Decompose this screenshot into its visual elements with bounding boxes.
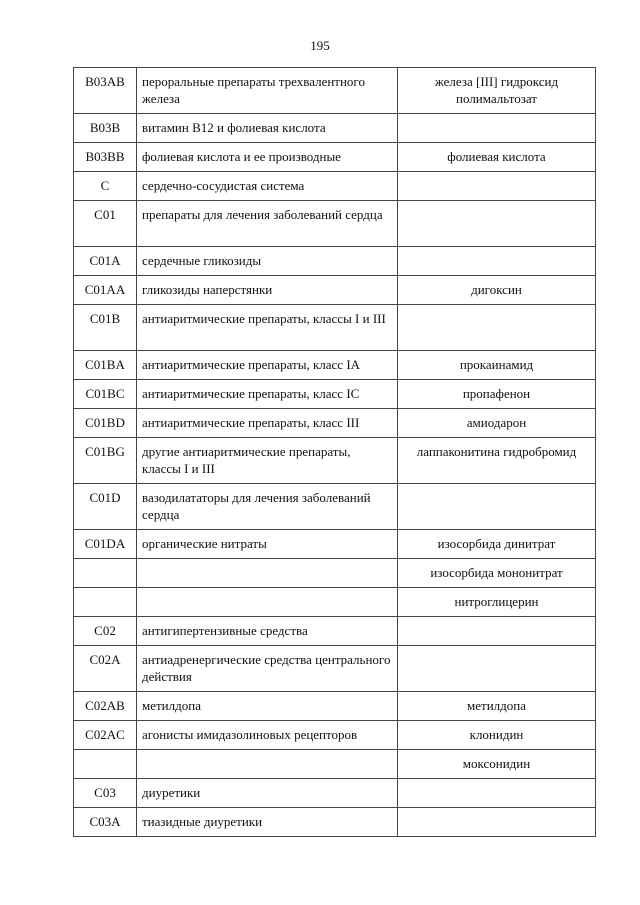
drug-name-cell (398, 808, 596, 837)
atc-code-cell: C01B (74, 305, 137, 351)
table-row (74, 276, 596, 305)
atc-group-name-cell: пероральные препараты трехвалентного железа (137, 68, 398, 114)
atc-code-cell: C (74, 172, 137, 201)
atc-group-name-cell: сердечно-сосудистая система (137, 172, 398, 201)
drug-name-cell (398, 779, 596, 808)
table-row (74, 484, 596, 530)
table-row (74, 779, 596, 808)
table-row (74, 721, 596, 750)
table-row (74, 172, 596, 201)
atc-group-name-cell: фолиевая кислота и ее производные (137, 143, 398, 172)
atc-code-cell: B03BB (74, 143, 137, 172)
table-row (74, 750, 596, 779)
atc-group-name-cell: витамин B12 и фолиевая кислота (137, 114, 398, 143)
drug-name-cell: фолиевая кислота (398, 143, 596, 172)
atc-group-name-cell: другие антиаритмические препараты, классы I и III (137, 438, 398, 484)
table-row (74, 201, 596, 247)
atc-code-cell: C02AB (74, 692, 137, 721)
drug-name-cell (398, 247, 596, 276)
atc-code-cell (74, 588, 137, 617)
drug-name-cell: изосорбида динитрат (398, 530, 596, 559)
atc-drug-table (73, 67, 596, 837)
atc-group-name-cell: агонисты имидазолиновых рецепторов (137, 721, 398, 750)
atc-code-cell: C01D (74, 484, 137, 530)
drug-name-cell: амиодарон (398, 409, 596, 438)
drug-name-cell (398, 201, 596, 247)
table-row (74, 351, 596, 380)
drug-name-cell: прокаинамид (398, 351, 596, 380)
atc-group-name-cell: тиазидные диуретики (137, 808, 398, 837)
atc-code-cell: C01AA (74, 276, 137, 305)
atc-code-cell: B03AB (74, 68, 137, 114)
atc-code-cell: C01 (74, 201, 137, 247)
drug-name-cell: дигоксин (398, 276, 596, 305)
atc-group-name-cell: антиадренергические средства центрального действия (137, 646, 398, 692)
atc-group-name-cell: вазодилататоры для лечения заболеваний сердца (137, 484, 398, 530)
drug-name-cell: пропафенон (398, 380, 596, 409)
atc-group-name-cell: метилдопа (137, 692, 398, 721)
atc-code-cell: B03B (74, 114, 137, 143)
atc-code-cell: C01BC (74, 380, 137, 409)
atc-group-name-cell: антиаритмические препараты, классы I и III (137, 305, 398, 351)
atc-group-name-cell (137, 559, 398, 588)
atc-code-cell: C03 (74, 779, 137, 808)
table-row (74, 380, 596, 409)
table-row (74, 305, 596, 351)
drug-name-cell (398, 484, 596, 530)
atc-code-cell: C03A (74, 808, 137, 837)
drug-name-cell: клонидин (398, 721, 596, 750)
drug-name-cell (398, 617, 596, 646)
drug-name-cell (398, 114, 596, 143)
table-row (74, 247, 596, 276)
atc-group-name-cell: гликозиды наперстянки (137, 276, 398, 305)
table-row (74, 114, 596, 143)
drug-name-cell: метилдопа (398, 692, 596, 721)
atc-code-cell: C01BA (74, 351, 137, 380)
atc-group-name-cell: антиаритмические препараты, класс IC (137, 380, 398, 409)
atc-code-cell: C01BG (74, 438, 137, 484)
drug-name-cell: железа [III] гидроксид полимальтозат (398, 68, 596, 114)
table-row (74, 68, 596, 114)
atc-code-cell: C02AC (74, 721, 137, 750)
atc-code-cell (74, 559, 137, 588)
table-row (74, 588, 596, 617)
atc-group-name-cell (137, 588, 398, 617)
atc-code-cell: C02 (74, 617, 137, 646)
drug-name-cell: моксонидин (398, 750, 596, 779)
table-row (74, 438, 596, 484)
atc-code-cell: C01BD (74, 409, 137, 438)
table-row (74, 646, 596, 692)
page-number: 195 (310, 38, 330, 53)
drug-name-cell: лаппаконитина гидробромид (398, 438, 596, 484)
table-row (74, 530, 596, 559)
atc-group-name-cell: антиаритмические препараты, класс IA (137, 351, 398, 380)
atc-group-name-cell: органические нитраты (137, 530, 398, 559)
table-row (74, 559, 596, 588)
table-row (74, 409, 596, 438)
atc-group-name-cell: препараты для лечения заболеваний сердца (137, 201, 398, 247)
atc-group-name-cell (137, 750, 398, 779)
atc-code-cell: C01A (74, 247, 137, 276)
atc-group-name-cell: антигипертензивные средства (137, 617, 398, 646)
drug-name-cell (398, 646, 596, 692)
table-row (74, 692, 596, 721)
atc-group-name-cell: диуретики (137, 779, 398, 808)
table-row (74, 143, 596, 172)
drug-name-cell: нитроглицерин (398, 588, 596, 617)
table-row (74, 617, 596, 646)
atc-code-cell (74, 750, 137, 779)
atc-code-cell: C01DA (74, 530, 137, 559)
drug-name-cell (398, 172, 596, 201)
atc-code-cell: C02A (74, 646, 137, 692)
atc-group-name-cell: антиаритмические препараты, класс III (137, 409, 398, 438)
drug-name-cell: изосорбида мононитрат (398, 559, 596, 588)
atc-group-name-cell: сердечные гликозиды (137, 247, 398, 276)
drug-name-cell (398, 305, 596, 351)
table-row (74, 808, 596, 837)
